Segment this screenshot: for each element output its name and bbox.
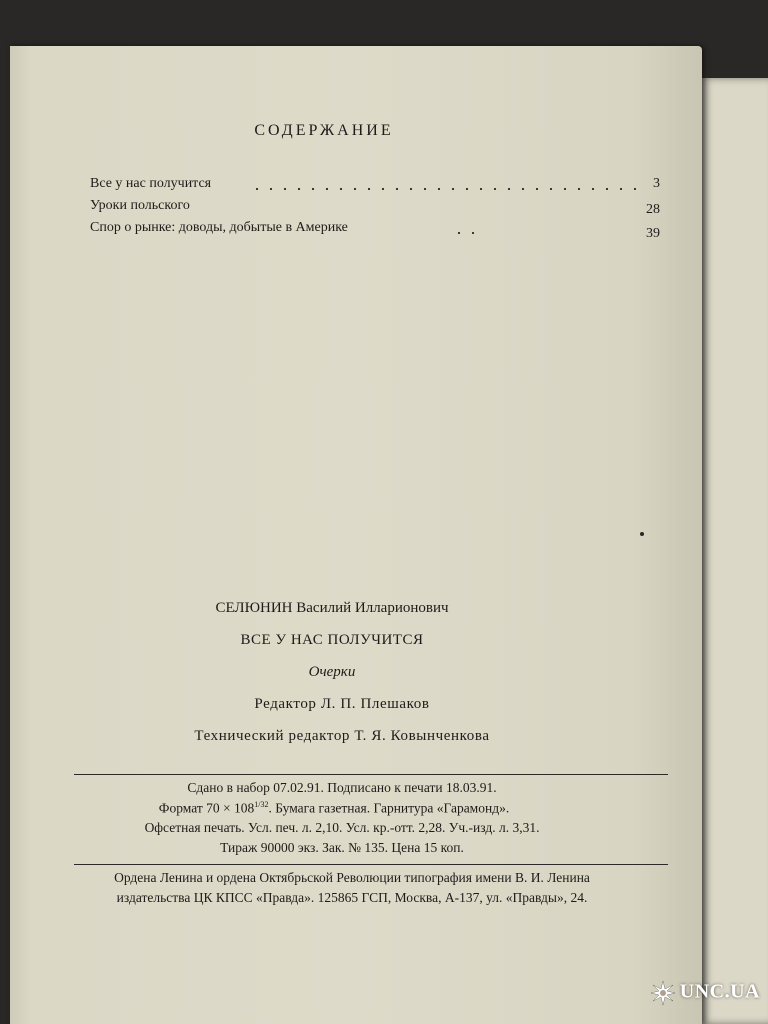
printer-line: Ордена Ленина и ордена Октябрьской Революции типография имени В. И. Ленина [114,870,590,885]
author-name: СЕЛЮНИН Василий Илларионович [215,600,449,616]
adjacent-page-edge [700,78,768,1024]
imprint-line: Сдано в набор 07.02.91. Подписано к печати 18.03.91. [187,780,497,795]
tech-editor-credit: Технический редактор Т. Я. Ковынченкова [194,728,490,744]
toc-leader-dots [452,232,484,234]
imprint-format-fraction: 1/32 [254,800,269,809]
toc-item-page: 28 [646,202,660,217]
imprint-paper: . Бумага газетная. Гарнитура «Гарамонд». [268,800,510,816]
contents-heading: СОДЕРЖАНИЕ [254,122,394,139]
book-title: ВСЕ У НАС ПОЛУЧИТСЯ [240,632,424,648]
print-speck [640,532,644,536]
book-genre: Очерки [308,664,356,680]
toc-item [90,176,660,198]
sun-star-icon [650,980,676,1006]
toc-item-page: 3 [653,176,660,191]
imprint-format: Формат 70 × 108 [158,800,255,816]
toc-item-title: Все у нас получится [90,176,212,191]
watermark-text: UNC.UA [679,980,760,1003]
toc-leader-dots [250,188,640,190]
imprint-line [0,800,680,817]
toc-item-title: Спор о рынке: доводы, добытые в Америке [90,220,348,235]
printer-line: издательства ЦК КПСС «Правда». 125865 ГСП, Москва, А-137, ул. «Правды», 24. [116,890,588,905]
toc-item-page: 39 [646,226,660,241]
book-page [10,46,702,1024]
site-watermark [650,980,760,1006]
toc-item [90,220,660,242]
toc-item-title: Уроки польского [90,198,190,213]
imprint-line: Тираж 90000 экз. Зак. № 135. Цена 15 коп. [220,840,464,855]
toc-item [90,198,660,220]
rule-top [74,774,668,775]
rule-bottom [74,864,668,865]
editor-credit: Редактор Л. П. Плешаков [254,696,430,712]
imprint-line: Офсетная печать. Усл. печ. л. 2,10. Усл. кр.-отт. 2,28. Уч.-изд. л. 3,31. [144,820,540,835]
